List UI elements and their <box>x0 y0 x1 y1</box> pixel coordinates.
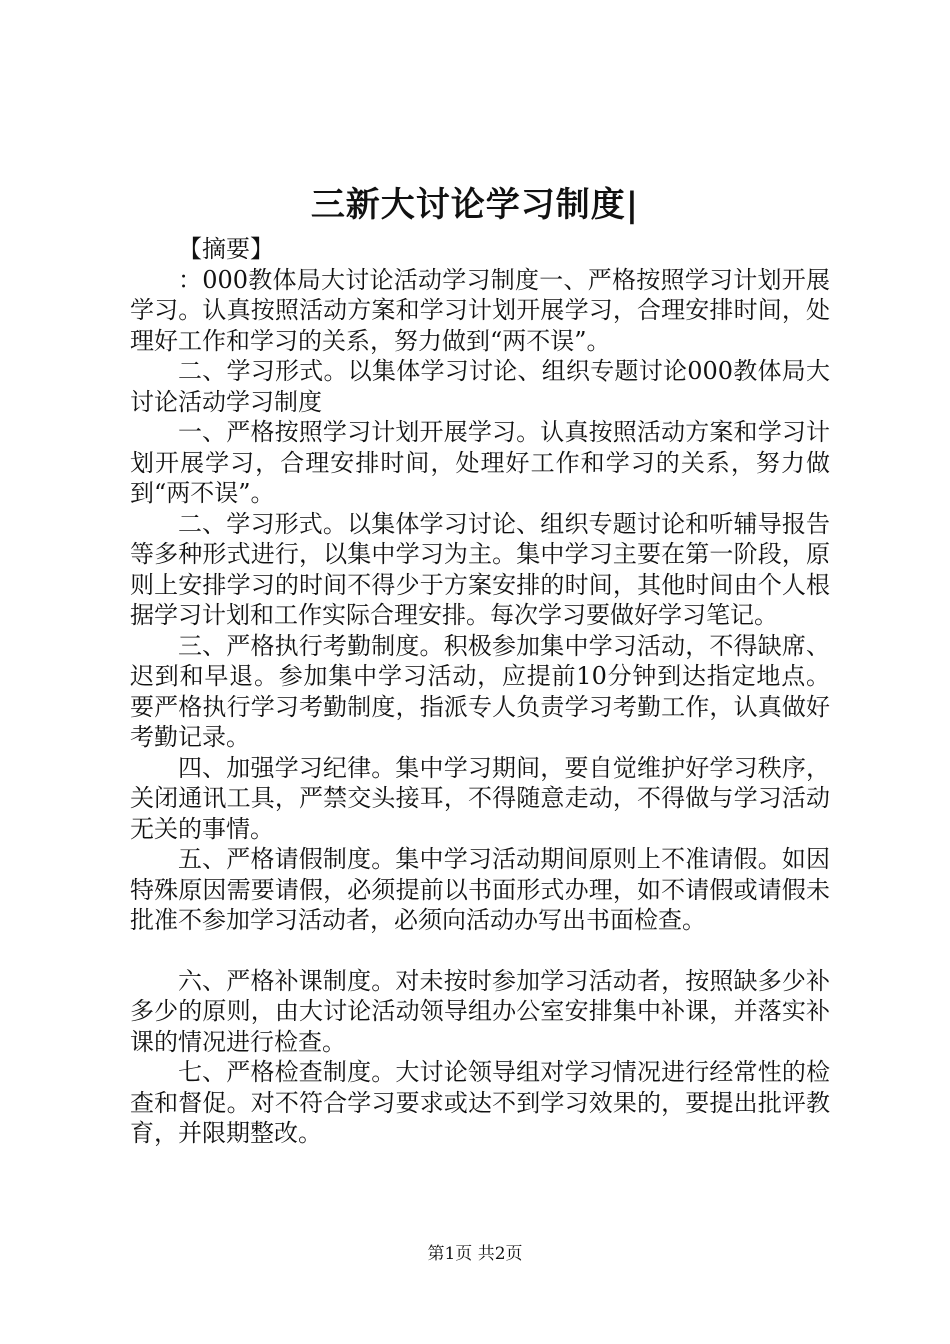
page-number: 第1页 共2页 <box>427 1244 523 1264</box>
document-body <box>130 234 830 1149</box>
paragraph-9: 七、严格检查制度。大讨论领导组对学习情况进行经常性的检查和督促。对不符合学习要求或达不到学习效果的，要提出批评教育，并限期整改。 <box>130 1058 830 1147</box>
paragraph-3: 一、严格按照学习计划开展学习。认真按照活动方案和学习计划开展学习，合理安排时间，处理好工作和学习的关系，努力做到“两不误”。 <box>130 418 830 507</box>
paragraph-8: 六、严格补课制度。对未按时参加学习活动者，按照缺多少补多少的原则，由大讨论活动领导组办公室安排集中补课，并落实补课的情况进行检查。 <box>130 966 830 1056</box>
paragraph-4: 二、学习形式。以集体学习讨论、组织专题讨论和听辅导报告等多种形式进行，以集中学习为主。集中学习主要在第一阶段，原则上安排学习的时间不得少于方案安排的时间，其他时间由个人根据学习计划和工作实际合理安排。每次学习要做好学习笔记。 <box>130 509 830 629</box>
paragraph-2: 二、学习形式。以集体学习讨论、组织专题讨论000教体局大讨论活动学习制度 <box>130 357 830 416</box>
paragraph-1: ：000教体局大讨论活动学习制度一、严格按照学习计划开展学习。认真按照活动方案和学习计划开展学习，合理安排时间，处理好工作和学习的关系，努力做到“两不误”。 <box>130 265 830 355</box>
paragraph-5: 三、严格执行考勤制度。积极参加集中学习活动，不得缺席、迟到和早退。参加集中学习活动，应提前10分钟到达指定地点。要严格执行学习考勤制度，指派专人负责学习考勤工作，认真做好考勤记录。 <box>130 631 830 751</box>
abstract-label: 【摘要】 <box>178 235 274 263</box>
document-title: 三新大讨论学习制度| <box>310 185 640 225</box>
paragraph-6: 四、加强学习纪律。集中学习期间，要自觉维护好学习秩序，关闭通讯工具，严禁交头接耳，不得随意走动，不得做与学习活动无关的事情。 <box>130 753 830 843</box>
paragraph-7: 五、严格请假制度。集中学习活动期间原则上不准请假。如因特殊原因需要请假，必须提前以书面形式办理，如不请假或请假未批准不参加学习活动者，必须向活动办写出书面检查。 <box>130 845 830 934</box>
